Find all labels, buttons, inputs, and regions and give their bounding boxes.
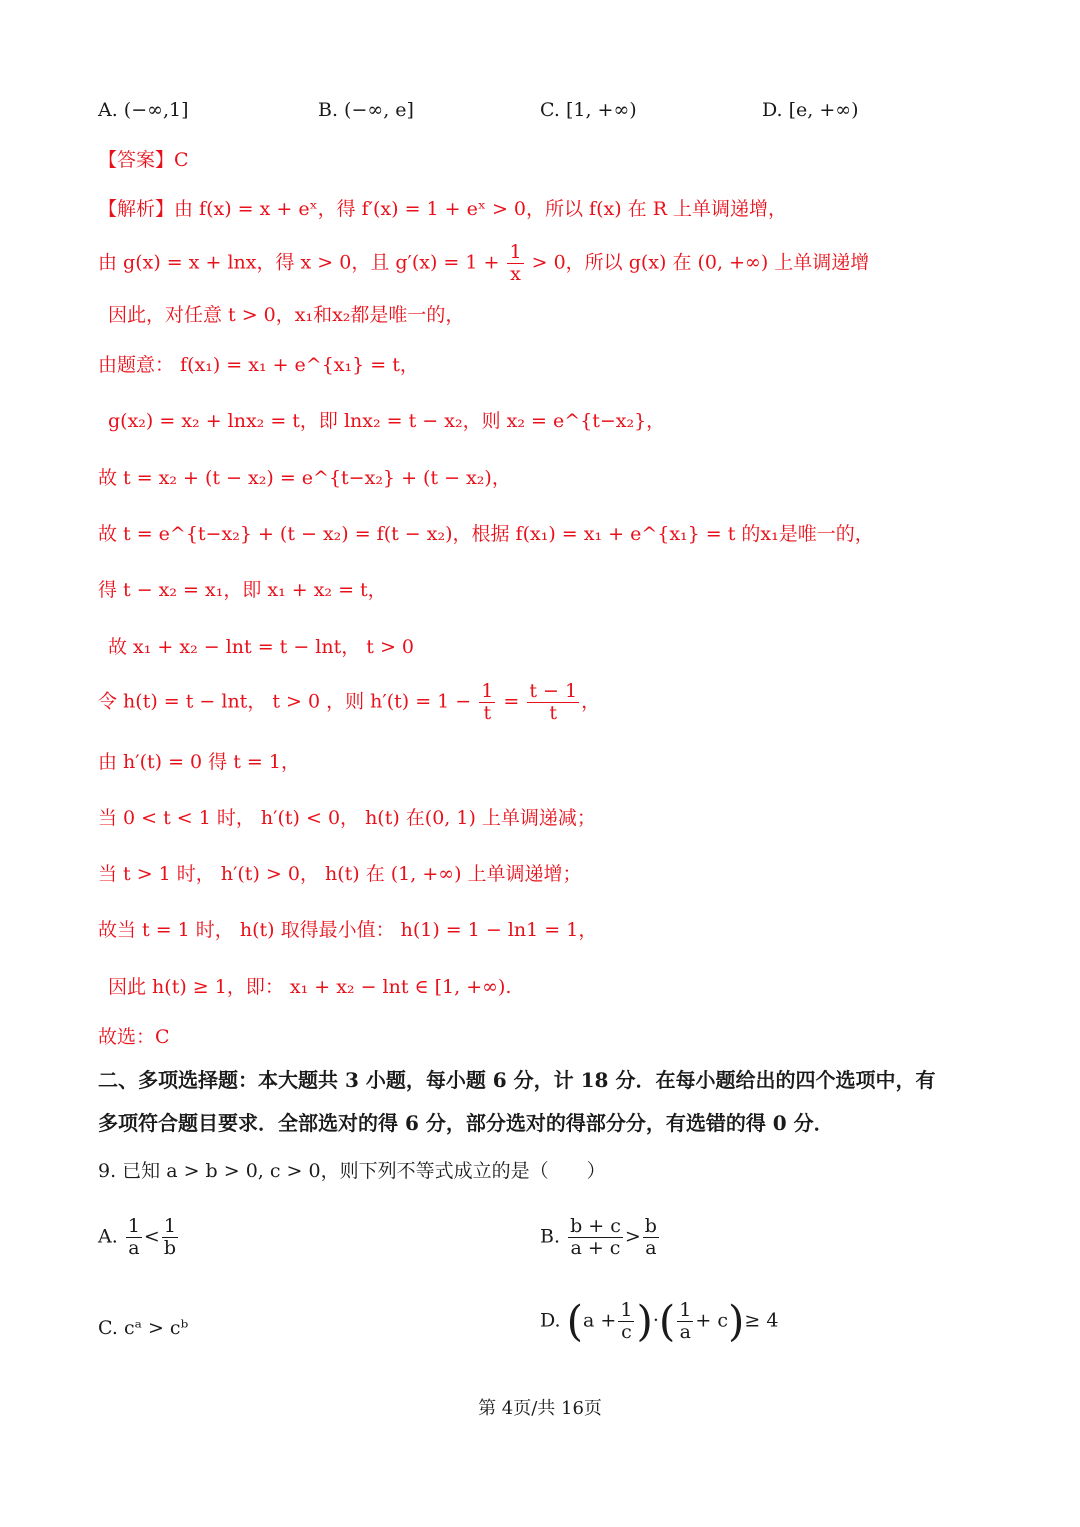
q9-a-frac-1-over-a: $\frac{1}{a}$	[127, 1215, 140, 1259]
analysis-line-2	[98, 242, 869, 285]
analysis-line-10	[98, 681, 600, 724]
fraction-1-over-t: $\frac{1}{t}$	[481, 680, 494, 724]
analysis-line-10-head: 令 h(t) = t − lnt， t > 0 ，则 h′(t) = 1 −	[98, 690, 478, 713]
q8-option-b: B. (−∞, e]	[318, 99, 414, 121]
analysis-line-10-tail: ，	[581, 690, 601, 713]
analysis-line-4: 由题意： f(x₁) = x₁ + e^{x₁} = t，	[98, 354, 419, 376]
q9-option-c: C. cᵃ > cᵇ	[98, 1317, 189, 1339]
fraction-t-minus-1-over-t: $\frac{t - 1}{t}$	[529, 680, 578, 724]
q8-option-a: A. (−∞,1]	[98, 99, 189, 121]
section-2-heading-line-2: 多项符合题目要求．全部选对的得 6 分，部分选对的得部分分，有选错的得 0 分．	[98, 1111, 834, 1135]
analysis-line-9: 故 x₁ + x₂ − lnt = t − lnt， t > 0	[108, 636, 414, 658]
fraction-1-over-x: $\frac{1}{x}$	[509, 241, 522, 285]
q9-option-d: D. (a + $\frac{1}{c}$ )·( $\frac{1}{a}$ + c)≥ 4	[540, 1296, 779, 1346]
analysis-line-2-tail: > 0，所以 g(x) 在 (0, +∞) 上单调递增	[525, 251, 870, 274]
analysis-line-2-head: 由 g(x) = x + lnx，得 x > 0，且 g′(x) = 1 +	[98, 251, 506, 274]
analysis-line-8: 得 t − x₂ = x₁，即 x₁ + x₂ = t，	[98, 579, 387, 601]
analysis-line-11: 由 h′(t) = 0 得 t = 1，	[98, 751, 300, 773]
analysis-line-1: 【解析】由 f(x) = x + eˣ，得 f′(x) = 1 + eˣ > 0，所以 f(x) 在 R 上单调递增，	[98, 198, 788, 220]
q9-b-frac-bc-over-ac: $\frac{b + c}{a + c}$	[570, 1215, 621, 1259]
analysis-line-5: g(x₂) = x₂ + lnx₂ = t，即 lnx₂ = t − x₂，则 x₂ = e^{t−x₂}，	[108, 410, 666, 432]
q9-d-frac-1-over-c: $\frac{1}{c}$	[620, 1299, 633, 1343]
q9-b-frac-b-over-a: $\frac{b}{a}$	[644, 1215, 657, 1259]
q8-option-c: C. [1, +∞)	[540, 99, 637, 121]
q9-option-a: A. $\frac{1}{a}$ < $\frac{1}{b}$	[98, 1215, 176, 1259]
q8-option-d: D. [e, +∞)	[762, 99, 859, 121]
section-2-heading-line-1: 二、多项选择题：本大题共 3 小题，每小题 6 分，计 18 分．在每小题给出的四个选项中，有	[98, 1068, 936, 1092]
analysis-line-3: 因此，对任意 t > 0，x₁和x₂都是唯一的，	[108, 304, 465, 326]
q9-d-frac-1-over-a: $\frac{1}{a}$	[679, 1299, 692, 1343]
analysis-line-10-mid: =	[497, 690, 526, 713]
q8-answer: 【答案】C	[98, 149, 189, 171]
page-footer: 第 4页/共 16页	[478, 1398, 602, 1419]
analysis-conclusion: 故选：C	[98, 1026, 170, 1048]
analysis-line-6: 故 t = x₂ + (t − x₂) = e^{t−x₂} + (t − x₂)，	[98, 467, 511, 489]
q9-a-frac-1-over-b: $\frac{1}{b}$	[163, 1215, 176, 1259]
analysis-line-14: 故当 t = 1 时， h(t) 取得最小值： h(1) = 1 − ln1 = 1，	[98, 919, 598, 941]
analysis-line-15: 因此 h(t) ≥ 1，即： x₁ + x₂ − lnt ∈ [1, +∞).	[108, 976, 512, 998]
analysis-line-12: 当 0 < t < 1 时， h′(t) < 0， h(t) 在(0, 1) 上单调递减；	[98, 807, 596, 829]
analysis-line-13: 当 t > 1 时， h′(t) > 0， h(t) 在 (1, +∞) 上单调递增；	[98, 863, 582, 885]
q9-option-b: B. $\frac{b + c}{a + c}$ > $\frac{b}{a}$	[540, 1215, 657, 1259]
analysis-line-7: 故 t = e^{t−x₂} + (t − x₂) = f(t − x₂)，根据 f(x₁) = x₁ + e^{x₁} = t 的x₁是唯一的，	[98, 523, 874, 545]
q9-stem: 9. 已知 a > b > 0, c > 0，则下列不等式成立的是（ ）	[98, 1160, 606, 1182]
